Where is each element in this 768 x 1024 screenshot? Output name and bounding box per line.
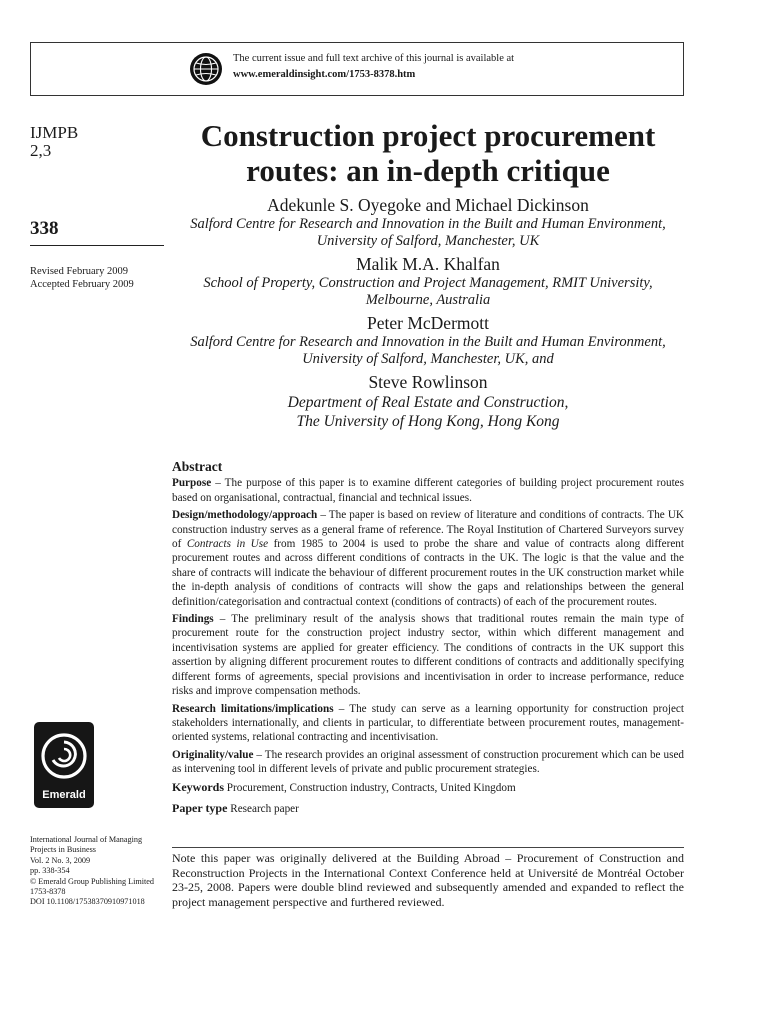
- banner-text: The current issue and full text archive of this journal is available at: [233, 53, 515, 64]
- design-text: – The paper is based on review of literature and conditions of contracts. The UK construction industry serves as a general frame of reference. The Royal Institution of Chartered Surveyors survey of: [172, 509, 684, 551]
- abstract-findings: [172, 612, 684, 698]
- conference-note: Note this paper was originally delivered at the Building Abroad – Procurement of Construction and Reconstruction Projects in the International Context Conference held at Université de Montréal October 23-25, 2008. Papers were double blind reviewed and subsequently amended and expanded to reflect the project management perspective and furthered reviewed.: [172, 851, 684, 909]
- purpose-text: – The purpose of this paper is to examine different categories of building project procurement routes based on organisational, contractual, financial and technical issues.: [172, 477, 684, 504]
- affiliation-line: University of Salford, Manchester, UK, and: [302, 351, 554, 367]
- originality-text: – The research provides an original assessment of construction procurement which can be used as intervening tool in different levels of private and public procurement strategies.: [172, 748, 684, 776]
- emerald-logo-text: Emerald: [42, 789, 86, 801]
- volume-issue: 2,3: [30, 141, 52, 160]
- author-affiliation: [166, 275, 690, 309]
- journal-code: IJMPB: [30, 123, 79, 142]
- affiliation-line: Salford Centre for Research and Innovation in the Built and Human Environment,: [190, 216, 666, 232]
- affiliation-line: Department of Real Estate and Construction,: [287, 394, 569, 411]
- citation-line: pp. 338-354: [30, 866, 70, 876]
- originality-label: Originality/value: [172, 748, 254, 761]
- research-text: – The study can serve as a learning opportunity for construction project stakeholders internationally, and clients in particular, to differentiate between procurement routes, management-oriented systems, relational contracting and incentivisation.: [172, 702, 684, 744]
- design-text-continued: from 1985 to 2004 is used to probe the share and value of contracts along different procurement routes and across different conditions of contracts in the UK. The logic is that the value and the share of contracts will indicate the behaviour of different procurement routes in the UK construction market while the in-depth analysis of conditions of contracts will show the gaps and relationships between the general definition/categorisation and contractual context (conditions of contracts) of each of the procurement routes.: [172, 538, 685, 608]
- research-label: Research limitations/implications: [172, 702, 334, 715]
- paper-type-text: Research paper: [227, 802, 299, 815]
- page-title: [166, 118, 690, 188]
- abstract-heading: Abstract: [172, 459, 223, 474]
- globe-icon: [189, 52, 223, 86]
- findings-text: – The preliminary result of the analysis shows that traditional routes remain the main type of procurement route for the construction project industry sector, within which different management and incentivisation systems are applied for greater efficiency. The conditions of contracts in the UK support this assertion by aligning different procurement routes to different conditions of contracts and additionally specifying different forms of agreements, special provisions and incentivisation in order to increase performance, reduce risks and improve compensation methods.: [172, 613, 684, 698]
- keywords-label: Keywords: [172, 779, 224, 794]
- keywords-text: Procurement, Construction industry, Contracts, United Kingdom: [224, 781, 516, 794]
- affiliation-line: School of Property, Construction and Project Management, RMIT University,: [203, 275, 653, 291]
- author-name: Steve Rowlinson: [368, 372, 488, 392]
- citation-line: Projects in Business: [30, 845, 96, 855]
- emerald-swirl-icon: [34, 722, 94, 788]
- findings-label: Findings: [172, 613, 214, 626]
- author-affiliation: [166, 334, 690, 368]
- affiliation-line: University of Salford, Manchester, UK: [316, 233, 540, 249]
- journal-code-block: [30, 124, 78, 160]
- keywords: [172, 780, 684, 795]
- author-list: [166, 195, 690, 435]
- note-divider: [172, 847, 684, 848]
- revised-date: Revised February 2009: [30, 266, 128, 277]
- journal-banner: [30, 42, 684, 96]
- design-label: Design/methodology/approach: [172, 509, 318, 522]
- accepted-date: Accepted February 2009: [30, 279, 134, 290]
- author-name: Peter McDermott: [367, 313, 489, 333]
- paper-type: [172, 801, 684, 816]
- citation-block: [30, 835, 154, 908]
- title-line-2: routes: an in-depth critique: [246, 153, 610, 188]
- design-italic: Contracts in Use: [186, 538, 269, 551]
- paper-type-label: Paper type: [172, 800, 228, 815]
- abstract-design: [172, 508, 684, 609]
- author-name: Adekunle S. Oyegoke and Michael Dickinson: [267, 195, 589, 215]
- author-affiliation: [166, 216, 690, 250]
- title-line-1: Construction project procurement: [200, 118, 656, 153]
- citation-line: Vol. 2 No. 3, 2009: [30, 855, 91, 865]
- article-dates: [30, 265, 134, 291]
- citation-line: DOI 10.1108/17538370910971018: [30, 897, 145, 907]
- affiliation-line: Melbourne, Australia: [365, 292, 491, 308]
- abstract-section: [172, 460, 684, 816]
- purpose-label: Purpose: [172, 477, 212, 490]
- affiliation-line: Salford Centre for Research and Innovation in the Built and Human Environment,: [190, 334, 666, 350]
- abstract-originality: [172, 748, 684, 777]
- page-number-rule: [30, 245, 164, 246]
- citation-line: 1753-8378: [30, 887, 66, 897]
- citation-line: © Emerald Group Publishing Limited: [30, 876, 155, 886]
- author-affiliation: [166, 393, 690, 431]
- banner-url[interactable]: www.emeraldinsight.com/1753-8378.htm: [233, 69, 416, 80]
- abstract-purpose: [172, 476, 684, 505]
- author-name: Malik M.A. Khalfan: [356, 254, 500, 274]
- citation-line: International Journal of Managing: [30, 835, 143, 844]
- emerald-logo: [34, 722, 94, 808]
- affiliation-line: The University of Hong Kong, Hong Kong: [296, 413, 560, 430]
- page-number: 338: [30, 218, 59, 239]
- abstract-research-limitations: [172, 702, 684, 745]
